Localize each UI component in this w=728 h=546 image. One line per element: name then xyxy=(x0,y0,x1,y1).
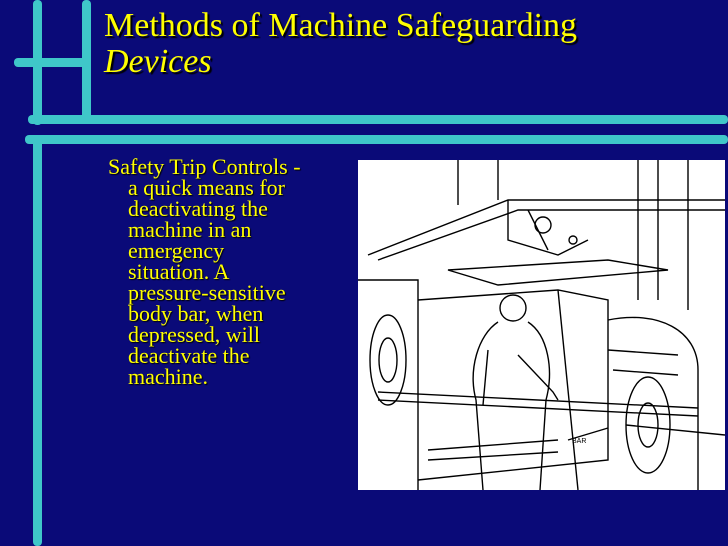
body-line: depressed, will xyxy=(128,322,260,347)
body-line: situation. A xyxy=(128,259,230,284)
body-line: deactivating the xyxy=(128,196,268,221)
body-text xyxy=(108,156,364,387)
decorative-bar xyxy=(25,135,728,144)
title-line-1: Methods of Machine Safeguarding xyxy=(104,7,578,44)
body-line: emergency xyxy=(128,238,225,263)
body-line: body bar, when xyxy=(128,301,264,326)
body-line: a quick means for xyxy=(128,175,285,200)
body-line: machine in an xyxy=(128,217,252,242)
body-line: deactivate the xyxy=(128,343,250,368)
decorative-bar xyxy=(33,135,42,546)
body-lead: Safety Trip Controls - xyxy=(108,154,301,179)
decorative-bar xyxy=(28,115,728,124)
body-line: machine. xyxy=(128,364,209,389)
figure-label: BAR xyxy=(572,438,587,445)
body-line: pressure-sensitive xyxy=(128,280,286,305)
machine-illustration xyxy=(358,160,725,490)
slide-title xyxy=(104,8,724,80)
machine-drawing xyxy=(358,160,725,490)
title-line-2: Devices xyxy=(104,43,212,80)
decorative-bar xyxy=(14,58,89,67)
